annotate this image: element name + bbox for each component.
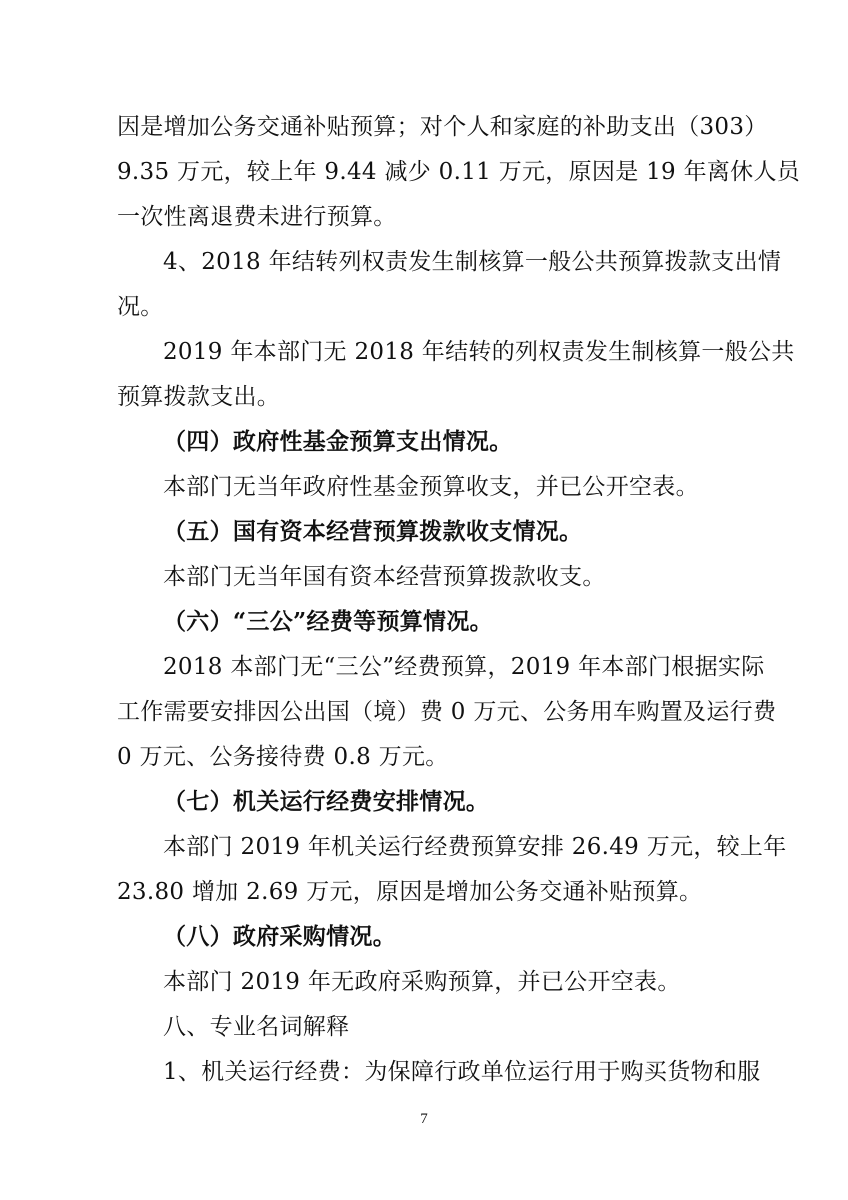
body-text-line: 23.80 增加 2.69 万元，原因是增加公务交通补贴预算。 [117, 879, 703, 905]
body-text-line: 因是增加公务交通补贴预算；对个人和家庭的补助支出（303） [117, 114, 768, 140]
chapter-heading-glossary: 八、专业名词解释 [163, 1014, 350, 1040]
body-text-line: 预算拨款支出。 [117, 384, 281, 410]
body-text-line: 一次性离退费未进行预算。 [117, 204, 397, 230]
glossary-paragraph: 1、机关运行经费：为保障行政单位运行用于购买货物和服 [163, 1059, 761, 1085]
body-paragraph: 本部门无当年政府性基金预算收支，并已公开空表。 [163, 474, 699, 500]
section-heading-8: （八）政府采购情况。 [163, 923, 396, 950]
body-text-line: 工作需要安排因公出国（境）费 0 万元、公务用车购置及运行费 [117, 699, 777, 725]
body-paragraph: 本部门无当年国有资本经营预算拨款收支。 [163, 564, 606, 590]
body-paragraph: 2018 本部门无“三公”经费预算，2019 年本部门根据实际 [163, 654, 765, 680]
body-text-line: 9.35 万元，较上年 9.44 减少 0.11 万元，原因是 19 年离休人员 [117, 159, 801, 185]
body-paragraph: 本部门 2019 年机关运行经费预算安排 26.49 万元，较上年 [163, 834, 787, 860]
body-paragraph: 本部门 2019 年无政府采购预算，并已公开空表。 [163, 969, 681, 995]
body-text-line: 况。 [117, 294, 164, 320]
page-number: 7 [420, 1111, 428, 1127]
body-text-line: 0 万元、公务接待费 0.8 万元。 [117, 744, 449, 770]
section-heading-5: （五）国有资本经营预算拨款收支情况。 [163, 518, 583, 545]
body-paragraph: 2019 年本部门无 2018 年结转的列权责发生制核算一般公共 [163, 339, 795, 365]
section-heading-7: （七）机关运行经费安排情况。 [163, 788, 490, 815]
subsection-paragraph: 4、2018 年结转列权责发生制核算一般公共预算拨款支出情 [163, 249, 782, 275]
section-heading-4: （四）政府性基金预算支出情况。 [163, 428, 513, 455]
section-heading-6: （六）“三公”经费等预算情况。 [163, 608, 493, 635]
